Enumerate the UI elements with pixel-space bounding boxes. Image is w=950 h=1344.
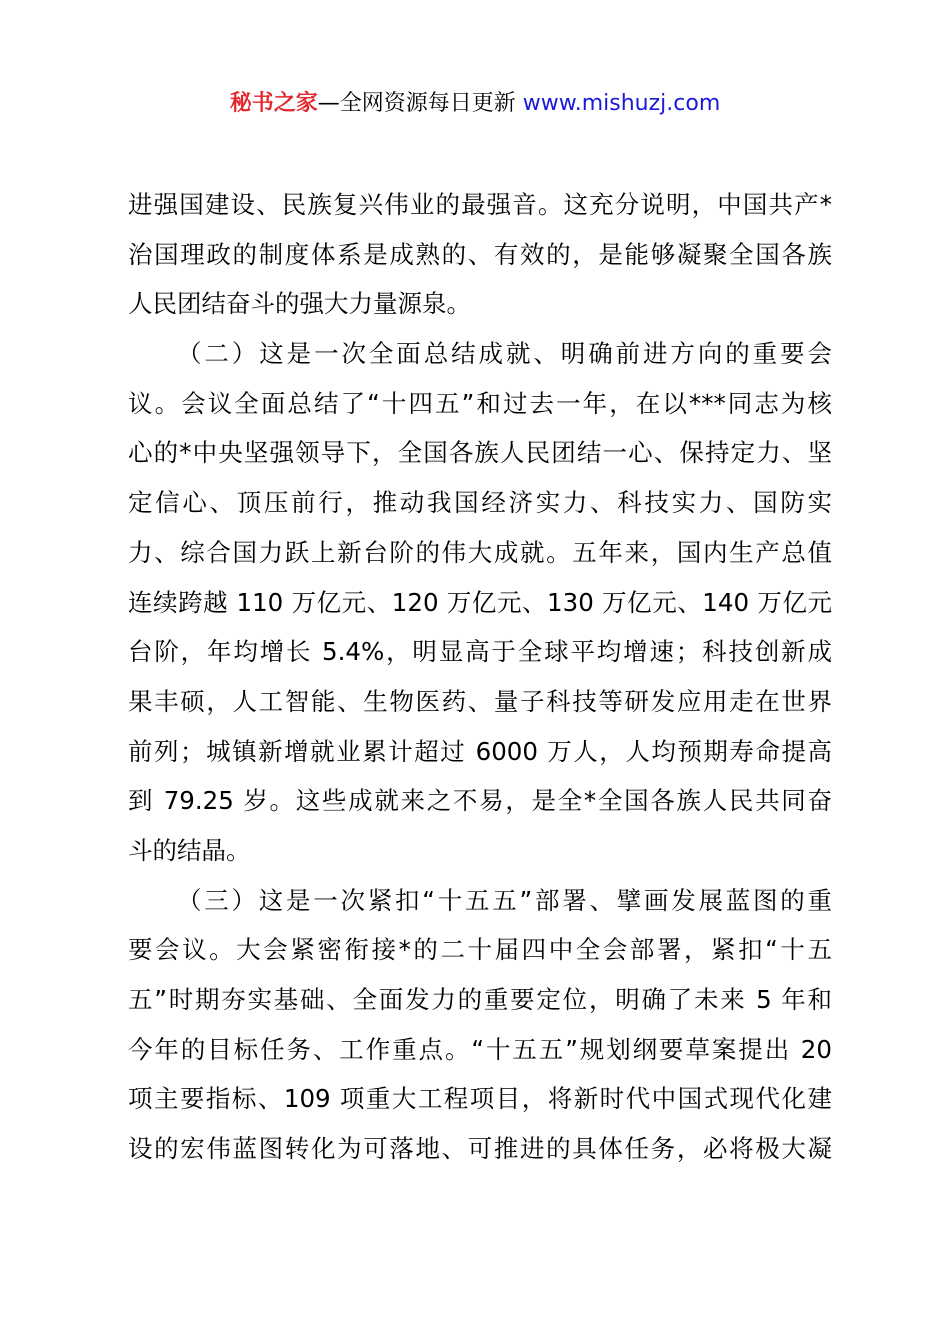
text-line: （三）这是一次紧扣“十五五”部署、擘画发展蓝图的重 [177,885,832,915]
text-line: 果丰硕，人工智能、生物医药、量子科技等研发应用走在世界 [128,686,832,716]
site-url-link[interactable]: www.mishuzj.com [522,91,721,116]
text-line: 要会议。大会紧密衔接*的二十届四中全会部署，紧扣“十五 [128,935,832,965]
header-tagline: —全网资源每日更新 [317,91,523,116]
text-line: 今年的目标任务、工作重点。“十五五”规划纲要草案提出 20 [128,1034,832,1064]
text-line: 人民团结奋斗的强大力量源泉。 [128,289,471,319]
text-line: 设的宏伟蓝图转化为可落地、可推进的具体任务，必将极大凝 [128,1134,832,1164]
paragraph-2 [128,329,832,876]
text-line: 治国理政的制度体系是成熟的、有效的，是能够凝聚全国各族 [128,239,832,269]
text-line: 连续跨越 110 万亿元、120 万亿元、130 万亿元、140 万亿元 [128,587,832,617]
text-line: 定信心、顶压前行，推动我国经济实力、科技实力、国防实 [128,488,832,518]
text-line: （二）这是一次全面总结成就、明确前进方向的重要会 [177,339,832,369]
text-line: 项主要指标、109 项重大工程项目，将新时代中国式现代化建 [128,1084,832,1114]
text-line: 进强国建设、民族复兴伟业的最强音。这充分说明，中国共产* [128,190,832,219]
text-line: 心的*中央坚强领导下，全国各族人民团结一心、保持定力、坚 [128,438,832,468]
text-line: 台阶，年均增长 5.4%，明显高于全球平均增速；科技创新成 [128,637,832,667]
paragraph-1 [128,180,832,329]
paragraph-3 [128,876,832,1174]
text-line: 到 79.25 岁。这些成就来之不易，是全*全国各族人民共同奋 [128,786,832,816]
text-line: 力、综合国力跃上新台阶的伟大成就。五年来，国内生产总值 [128,537,832,567]
brand-name: 秘书之家 [229,91,318,116]
text-line: 前列；城镇新增就业累计超过 6000 万人，人均预期寿命提高 [128,736,832,766]
site-header [0,88,950,120]
document-body [128,180,832,1174]
text-line: 斗的结晶。 [128,835,251,865]
text-line: 五”时期夯实基础、全面发力的重要定位，明确了未来 5 年和 [128,985,832,1014]
text-line: 议。会议全面总结了“十四五”和过去一年，在以***同志为核 [128,388,832,418]
